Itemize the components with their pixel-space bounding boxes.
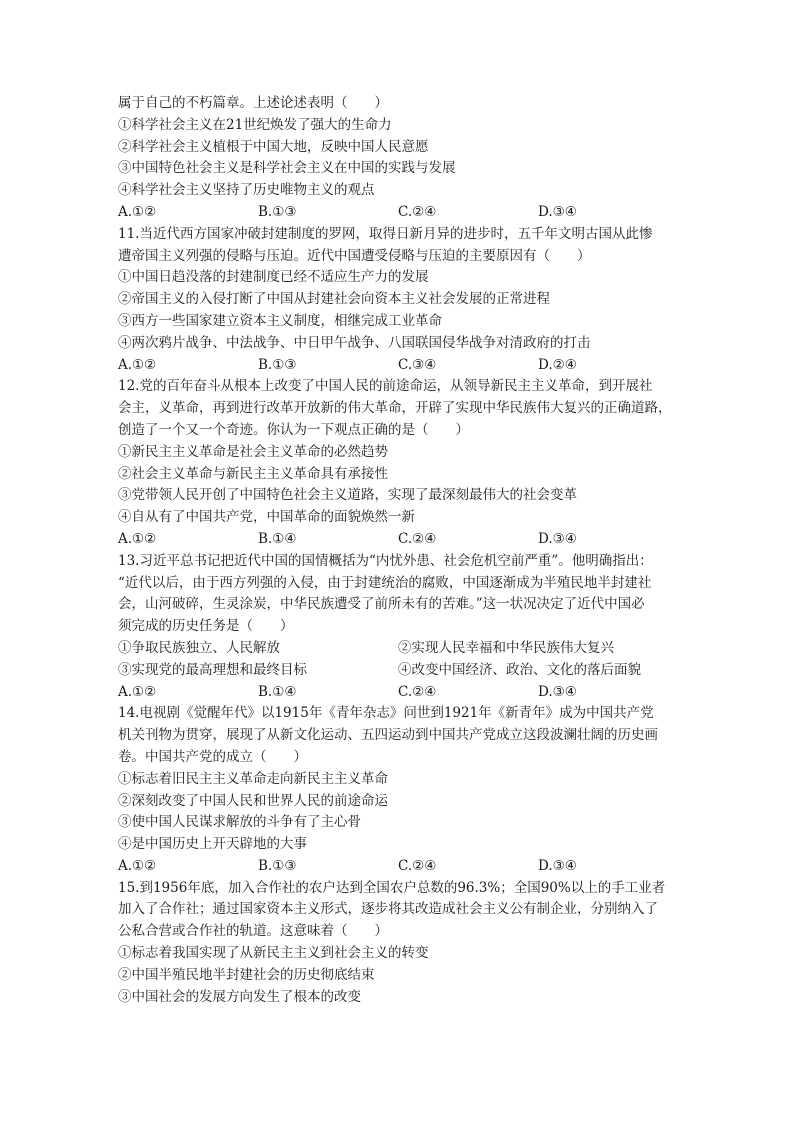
option-a: A.①② <box>118 857 157 874</box>
statement-row <box>118 660 678 682</box>
question-11-stem: 遭帝国主义列强的侵略与压迫。近代中国遭受侵略与压迫的主要原因有（ ） <box>118 247 591 264</box>
option-c: C.②④ <box>398 857 437 874</box>
question-stem-line: 属于自己的不朽篇章。上述论述表明（ ） <box>118 95 388 111</box>
question-15-stem: 15.到1956年底，加入合作社的农户达到全国农户总数的96.3%；全国90%以上的手工业者 <box>118 879 666 896</box>
option-d: D.③④ <box>538 530 577 547</box>
option-c: C.②④ <box>398 683 437 700</box>
statement-3: ③中国社会的发展方向发生了根本的改变 <box>118 988 361 1005</box>
statement-2: ②帝国主义的入侵打断了中国从封建社会向资本主义社会发展的正常进程 <box>118 291 550 308</box>
answer-options <box>118 682 678 704</box>
statement-2: ②深刻改变了中国人民和世界人民的前途命运 <box>118 792 388 809</box>
question-15-stem: 公私合营或合作社的轨道。这意味着（ ） <box>118 923 388 940</box>
statement-1: ①中国日趋没落的封建制度已经不适应生产力的发展 <box>118 269 429 286</box>
answer-options <box>118 856 678 878</box>
option-b: B.①③ <box>258 203 297 220</box>
answer-options <box>118 529 678 551</box>
question-12-stem: 会主，义革命，再到进行改革开放新的伟大革命，开辟了实现中华民族伟大复兴的正确道路， <box>118 400 672 417</box>
question-12-stem: 创造了一个又一个奇迹。你认为一下观点正确的是（ ） <box>118 421 469 438</box>
question-13-stem: 13.习近平总书记把近代中国的国情概括为“内忧外患、社会危机空前严重”。他明确指出： <box>118 552 653 569</box>
statement-4: ④改变中国经济、政治、文化的落后面貌 <box>398 661 641 678</box>
question-12-stem: 12.党的百年奋斗从根本上改变了中国人民的前途命运，从领导新民主主义革命，到开展社 <box>118 378 653 395</box>
answer-options <box>118 202 678 224</box>
option-b: B.①④ <box>258 530 297 547</box>
option-b: B.①④ <box>258 683 297 700</box>
question-13-stem: 会，山河破碎，生灵涂炭，中华民族遭受了前所未有的苦难。”这一状况决定了近代中国必 <box>118 596 645 613</box>
question-13-stem: “近代以后，由于西方列强的入侵，由于封建统治的腐败，中国逐渐成为半殖民地半封建社 <box>118 574 652 591</box>
question-11-stem: 11.当近代西方国家冲破封建制度的罗网，取得日新月异的进步时，五千年文明古国从此惨 <box>118 225 653 242</box>
statement-4: ④是中国历史上开天辟地的大事 <box>118 836 307 853</box>
statement-row <box>118 638 678 660</box>
option-a: A.①② <box>118 356 157 373</box>
option-d: D.③④ <box>538 683 577 700</box>
statement-3: ③西方一些国家建立资本主义制度，相继完成工业革命 <box>118 312 442 329</box>
question-14-stem: 卷。中国共产党的成立（ ） <box>118 748 307 765</box>
option-a: A.①② <box>118 530 157 547</box>
question-list <box>118 93 678 1008</box>
option-a: A.①② <box>118 683 157 700</box>
option-b: B.①③ <box>258 857 297 874</box>
statement-2: ②科学社会主义植根于中国大地，反映中国人民意愿 <box>118 138 429 155</box>
statement-2: ②实现人民幸福和中华民族伟大复兴 <box>398 639 614 656</box>
option-d: D.②④ <box>538 356 577 373</box>
question-13-stem: 须完成的历史任务是（ ） <box>118 618 294 635</box>
option-a: A.①② <box>118 203 157 220</box>
option-b: B.①③ <box>258 356 297 373</box>
statement-1: ①科学社会主义在21世纪焕发了强大的生命力 <box>118 116 392 133</box>
statement-1: ①争取民族独立、人民解放 <box>118 639 280 656</box>
answer-options <box>118 355 678 377</box>
question-14-stem: 14.电视剧《觉醒年代》以1915年《青年杂志》问世到1921年《新青年》成为中国共产党 <box>118 705 654 722</box>
question-15-stem: 加入了合作社；通过国家资本主义形式，逐步将其改造成社会主义公有制企业，分别纳入了 <box>118 901 658 918</box>
option-c: C.②④ <box>398 203 437 220</box>
statement-4: ④科学社会主义坚持了历史唯物主义的观点 <box>118 182 375 199</box>
statement-3: ③实现党的最高理想和最终目标 <box>118 661 307 678</box>
statement-3: ③中国特色社会主义是科学社会主义在中国的实践与发展 <box>118 160 456 177</box>
statement-1: ①新民主主义革命是社会主义革命的必然趋势 <box>118 443 388 460</box>
statement-3: ③党带领人民开创了中国特色社会主义道路，实现了最深刻最伟大的社会变革 <box>118 487 577 504</box>
statement-4: ④自从有了中国共产党，中国革命的面貌焕然一新 <box>118 509 415 526</box>
question-14-stem: 机关刊物为贯穿，展现了从新文化运动、五四运动到中国共产党成立这段波澜壮阔的历史画 <box>118 727 658 744</box>
statement-2: ②社会主义革命与新民主主义革命具有承接性 <box>118 465 388 482</box>
option-d: D.③④ <box>538 857 577 874</box>
option-d: D.③④ <box>538 203 577 220</box>
option-c: C.②④ <box>398 530 437 547</box>
statement-1: ①标志着我国实现了从新民主主义到社会主义的转变 <box>118 945 429 962</box>
option-c: C.③④ <box>398 356 437 373</box>
statement-2: ②中国半殖民地半封建社会的历史彻底结束 <box>118 966 375 983</box>
statement-3: ③使中国人民谋求解放的斗争有了主心骨 <box>118 814 361 831</box>
statement-1: ①标志着旧民主主义革命走向新民主主义革命 <box>118 770 388 787</box>
statement-4: ④两次鸦片战争、中法战争、中日甲午战争、八国联国侵华战争对清政府的打击 <box>118 334 591 351</box>
